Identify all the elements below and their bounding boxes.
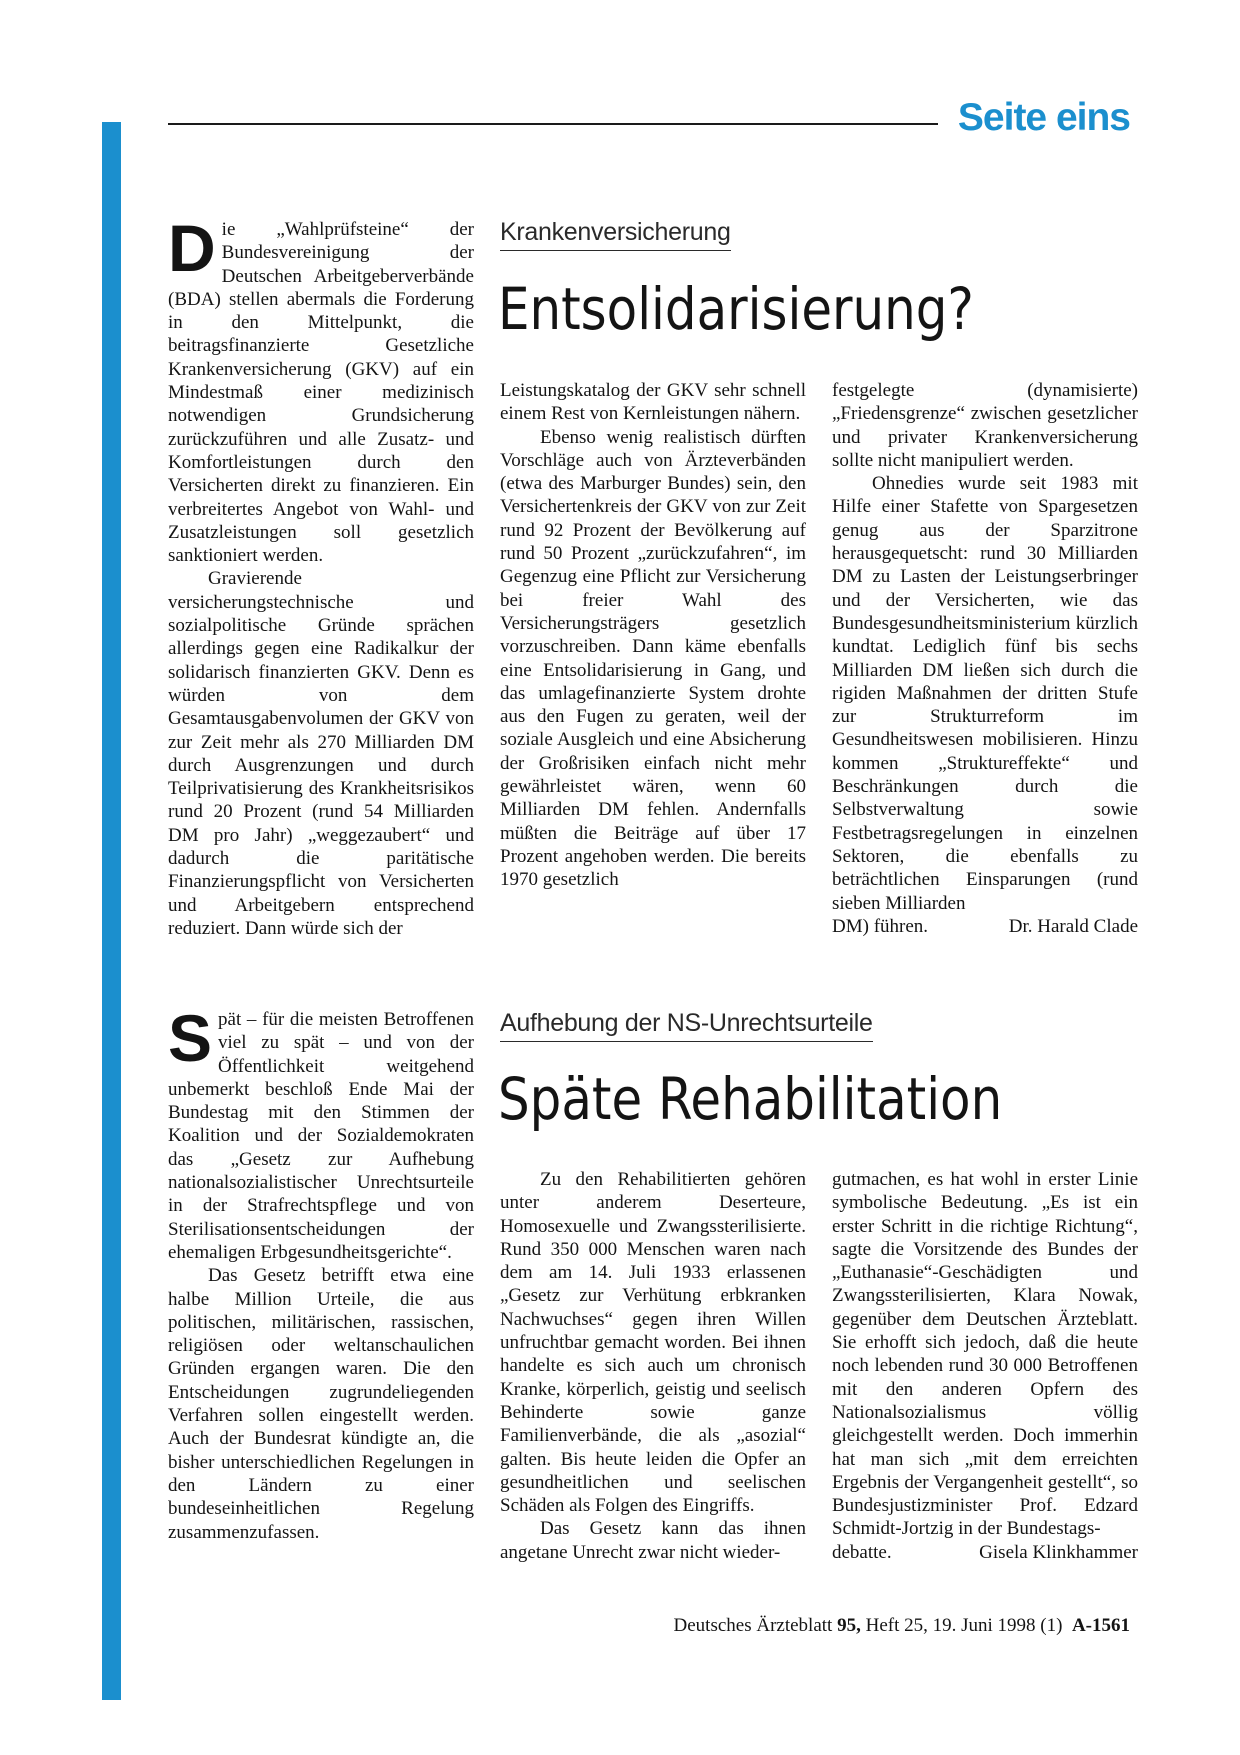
article2-headline: Späte Rehabilitation xyxy=(498,1065,1003,1133)
article1-dropcap: D xyxy=(168,211,216,285)
article1-kicker: Krankenversicherung xyxy=(500,216,731,251)
article1-col2-para-2: Ebenso wenig realistisch dürften Vorschläge auch von Ärzteverbänden (etwa des Marburger Bundes) sein, den Versichertenkreis der GKV von zur Zeit rund 92 Prozent der Bevölkerung auf rund 50 Prozent „zurückzufahren“, im Gegenzug eine Pflicht zur Versicherung bei freier Wahl des Versicherungsträgers gesetzlich vorzuschreiben. Dann käme ebenfalls eine Entsolidarisierung in Gang, und das umlagefinanzierte System drohte aus den Fugen zu geraten, weil der soziale Ausgleich und eine Absicherung der Großrisiken einfach nicht mehr gewährleistet wären, wenn 60 Milliarden DM fehlen. Andernfalls müßten die Beiträge auf über 17 Prozent angehoben werden. Die bereits 1970 gesetzlich xyxy=(500,426,806,891)
article2-column-3 xyxy=(832,1168,1138,1564)
article1-headline: Entsolidarisierung? xyxy=(498,275,974,343)
article2-kicker: Aufhebung der NS-Unrechtsurteile xyxy=(500,1007,873,1042)
article2-col2-para-2: Das Gesetz kann das ihnen angetane Unrecht zwar nicht wieder- xyxy=(500,1518,806,1563)
footer-journal: Deutsches Ärzteblatt xyxy=(673,1615,833,1636)
footer-page-number: A-1561 xyxy=(1071,1615,1130,1636)
article2-col1-para-2: Das Gesetz betrifft etwa eine halbe Million Urteile, die aus politischen, militärischen, rassischen, religiösen oder weltanschaulichen Gründen ergangen waren. Die den Entscheidungen zugrundeliegenden Verfahren sollen eingestellt werden. Auch der Bundesrat kündigte an, die bisher unterschiedlichen Regelungen in den Ländern zu einer bundeseinheitlichen Regelung zusammenzufassen. xyxy=(168,1265,474,1543)
article1-col1-para-2: Gravierende versicherungstechnische und sozialpolitische Gründe sprächen allerdings gegen eine Radikalkur der solidarisch finanzierten GKV. Denn es würden von dem Gesamtausgabenvolumen der GKV von zur Zeit mehr als 270 Milliarden DM durch Ausgrenzungen und durch Teilprivatisierung des Krankheitsrisikos rund 20 Prozent (rund 54 Milliarden DM pro Jahr) „weggezaubert“ und dadurch die paritätische Finanzierungspflicht von Versicherten und Arbeitgebern entsprechend reduziert. Dann würde sich der xyxy=(168,568,474,939)
page-footer xyxy=(674,1614,1130,1638)
article2-column-1 xyxy=(168,1001,474,1544)
article1-col1-para-1: ie „Wahlprüfsteine“ der Bundesvereinigung der Deutschen Arbeitgeberverbände (BDA) stellen abermals die Forderung in den Mittelpunkt, die beitragsfinanzierte Gesetzliche Krankenversicherung (GKV) auf ein Mindestmaß einer medizinisch notwendigen Grundsicherung zurückzuführen und alle Zusatz- und Komfortleistungen durch den Versicherten direkt zu finanzieren. Ein verbreitertes Angebot von Wahl- und Zusatzleistungen soll gesetzlich sanktioniert werden. xyxy=(168,219,474,567)
blue-margin-bar xyxy=(102,122,121,1700)
article1-column-1 xyxy=(168,211,474,940)
footer-volume: 95, xyxy=(837,1615,861,1636)
footer-issue: Heft 25, 19. Juni 1998 (1) xyxy=(865,1615,1063,1636)
article2-col3-last-line: debatte. xyxy=(832,1541,892,1563)
article1-column-2 xyxy=(500,379,806,892)
article2-author: Gisela Klinkhammer xyxy=(979,1541,1138,1563)
article2-col3-para-1: gutmachen, es hat wohl in erster Linie symbolische Bedeutung. „Es ist ein erster Schritt in die richtige Richtung“, sagte die Vorsitzende des Bundes der „Euthanasie“-Geschädigten und Zwangssterilisierten, Klara Nowak, gegenüber dem Deutschen Ärzteblatt. Sie erhofft sich jedoch, daß die heute noch lebenden rund 30 000 Betroffenen mit den anderen Opfern des Nationalsozialismus völlig gleichgestellt werden. Doch immerhin hat man sich „mit dem erreichten Ergebnis der Vergangenheit gestellt“, so Bundesjustizminister Prof. Edzard Schmidt-Jortzig in der Bundestags- xyxy=(832,1169,1138,1540)
article2-column-2 xyxy=(500,1168,806,1564)
header-rule xyxy=(168,123,938,125)
article1-signoff xyxy=(832,915,1138,938)
article1-column-3 xyxy=(832,379,1138,938)
article2-col2-para-1: Zu den Rehabilitierten gehören unter anderem Deserteure, Homosexuelle und Zwangssterilisierte. Rund 350 000 Menschen waren nach dem am 14. Juli 1933 erlassenen „Gesetz zur Verhütung erbkranken Nachwuchses“ gegen ihren Willen unfruchtbar gemacht worden. Bei ihnen handelte es sich auch um chronisch Kranke, körperlich, geistig und seelisch Behinderte sowie ganze Familienverbände, die als „asozial“ galten. Bis heute leiden die Opfer an gesundheitlichen und seelischen Schäden als Folgen des Eingriffs. xyxy=(500,1169,806,1517)
article1-col2-para-1: Leistungskatalog der GKV sehr schnell einem Rest von Kernleistungen nähern. xyxy=(500,380,806,425)
article1-col3-para-2: Ohnedies wurde seit 1983 mit Hilfe einer Stafette von Spargesetzen genug aus der Sparzitrone herausgequetscht: rund 30 Milliarden DM zu Lasten der Leistungserbringer und der Versicherten, wie das Bundesgesundheitsministerium kürzlich kundtat. Lediglich fünf bis sechs Milliarden DM ließen sich durch die rigiden Maßnahmen der dritten Stufe zur Strukturreform im Gesundheitswesen mobilisieren. Hinzu kommen „Struktureffekte“ und Beschränkungen durch die Selbstverwaltung sowie Festbetragsregelungen in einzelnen Sektoren, die ebenfalls zu beträchtlichen Einsparungen (rund sieben Milliarden xyxy=(832,473,1138,914)
article2-col1-para-1: pät – für die meisten Betroffenen viel zu spät – und von der Öffentlichkeit weitgehend unbemerkt beschloß Ende Mai der Bundestag mit den Stimmen der Koalition und der Sozialdemokraten das „Gesetz zur Aufhebung nationalsozialistischer Unrechtsurteile in der Strafrechtspflege und von Sterilisationsentscheidungen der ehemaligen Erbgesundheitsgerichte“. xyxy=(168,1009,474,1263)
article2-dropcap: S xyxy=(168,1001,213,1075)
article2-signoff xyxy=(832,1541,1138,1564)
section-label: Seite eins xyxy=(957,96,1130,139)
article1-author: Dr. Harald Clade xyxy=(1008,915,1138,937)
article1-col3-last-line: DM) führen. xyxy=(832,915,929,937)
article1-col3-para-1: festgelegte (dynamisierte) „Friedensgrenze“ zwischen gesetzlicher und privater Krankenversicherung sollte nicht manipuliert werden. xyxy=(832,380,1138,471)
